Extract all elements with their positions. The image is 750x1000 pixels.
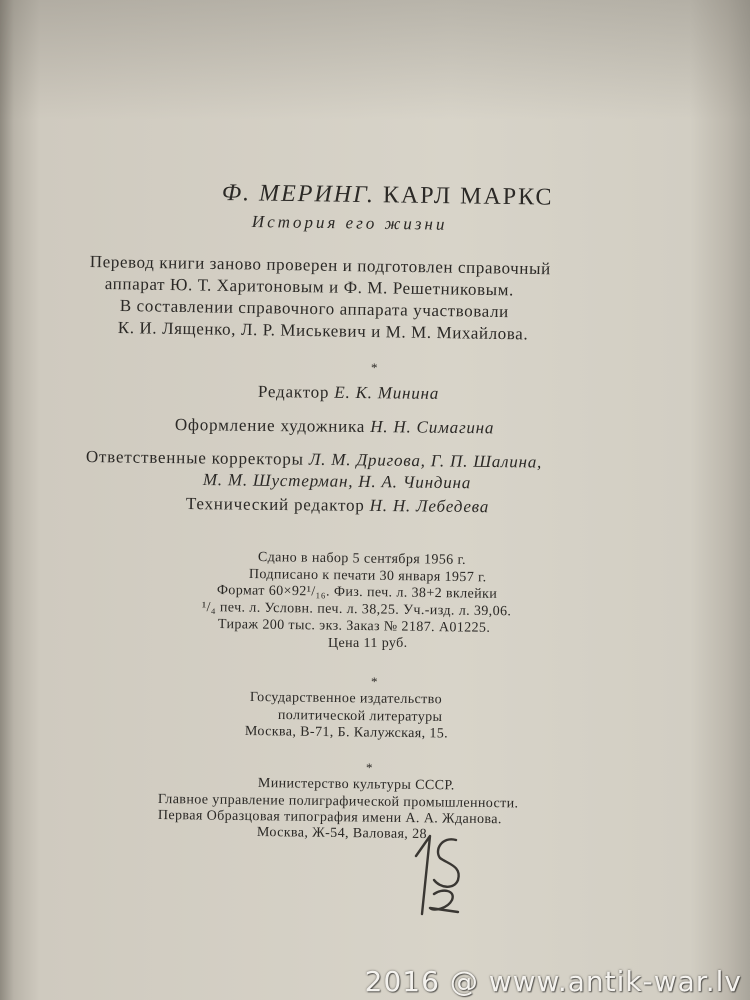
- separator-star: *: [371, 360, 378, 375]
- translation-note-line-2: аппарат Ю. Т. Харитоновым и Ф. М. Решетниковым.: [104, 274, 515, 300]
- print-info-line-5: Тираж 200 тыс. экз. Заказ № 2187. А01225.: [217, 617, 491, 636]
- book-subtitle: История его жизни: [251, 212, 448, 234]
- proofreaders-credit-cont: [203, 470, 471, 493]
- printer-line-1: Министерство культуры СССР.: [257, 776, 455, 794]
- print-info-line-3: Формат 60×92¹/₁₆. Физ. печ. л. 38+2 вклейки: [216, 583, 498, 602]
- separator-star: *: [371, 674, 378, 689]
- editor-name: Е. К. Минина: [334, 382, 440, 403]
- design-credit: [175, 415, 495, 438]
- publisher-address: Москва, В-71, Б. Калужская, 15.: [244, 724, 449, 742]
- printer-address: Москва, Ж-54, Валовая, 28.: [256, 825, 431, 843]
- print-info-line-2: Подписано к печати 30 января 1957 г.: [248, 567, 487, 586]
- editor-label: Редактор: [257, 382, 330, 402]
- publisher-line-2: политической литературы: [277, 708, 443, 726]
- proofreaders-credit: [86, 447, 543, 473]
- proofreaders-label: Ответственные корректоры: [85, 447, 304, 469]
- translation-note-line-3: В составлении справочного аппарата участвовали: [119, 296, 509, 322]
- tech-editor-name: Н. Н. Лебедева: [369, 495, 490, 517]
- printer-line-3: Первая Образцовая типография имени А. А. Жданова.: [157, 808, 502, 828]
- translation-note-line-1: Перевод книги заново проверен и подготовлен справочный: [89, 252, 551, 279]
- translation-note-line-4: К. И. Лященко, Л. Р. Миськевич и М. М. Михайлова.: [117, 318, 529, 344]
- tech-editor-label: Технический редактор: [185, 494, 365, 515]
- separator-star: *: [366, 760, 373, 775]
- author-name: Ф. МЕРИНГ.: [221, 180, 376, 209]
- proofreaders-names-2: М. М. Шустерман, Н. А. Чиндина: [202, 470, 472, 493]
- proofreaders-names-1: Л. М. Дригова, Г. П. Шалина,: [308, 449, 543, 472]
- watermark: 2016 @ www.antik-war.lv: [364, 965, 742, 998]
- tech-editor-credit: [186, 494, 489, 517]
- work-title: КАРЛ МАРКС: [382, 182, 554, 211]
- printer-line-2: Главное управление полиграфической промышленности.: [157, 792, 519, 812]
- design-name: Н. Н. Симагина: [370, 417, 495, 438]
- book-title: [222, 180, 554, 212]
- editor-credit: [258, 382, 439, 404]
- design-label: Оформление художника: [174, 415, 366, 436]
- page-shadow: [0, 0, 750, 120]
- print-info-line-4: ¹/₄ печ. л. Условн. печ. л. 38,25. Уч.-изд. л. 39,06.: [201, 600, 512, 620]
- publisher-line-1: Государственное издательство: [249, 690, 443, 708]
- price: Цена 11 руб.: [328, 636, 408, 651]
- handwritten-mark: [404, 828, 468, 918]
- print-info-line-1: Сдано в набор 5 сентября 1956 г.: [257, 550, 467, 568]
